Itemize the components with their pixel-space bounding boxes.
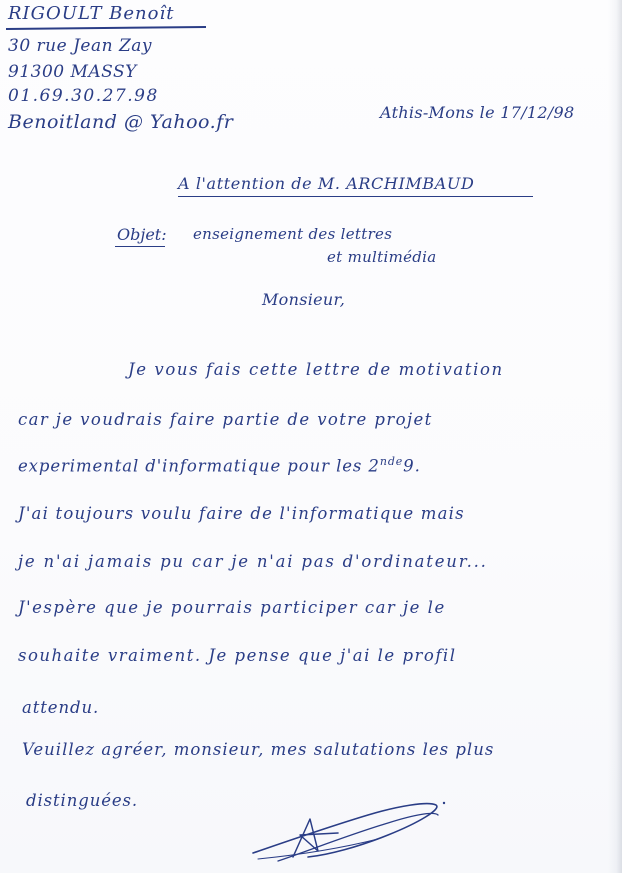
body-line-8: attendu. — [22, 698, 100, 717]
object-label: Objet: — [117, 225, 167, 244]
salutation: Monsieur, — [262, 290, 346, 309]
object-text-line-1: enseignement des lettres — [193, 225, 393, 243]
body-line-3-superscript: nde — [379, 455, 404, 468]
attention-underline — [178, 196, 533, 197]
sender-street: 30 rue Jean Zay — [8, 36, 152, 56]
handwritten-signature — [248, 795, 448, 867]
body-line-9: Veuillez agréer, monsieur, mes salutations les plus — [22, 740, 495, 759]
body-line-1: Je vous fais cette lettre de motivation — [128, 360, 504, 379]
body-line-3-end: 9. — [403, 456, 421, 476]
body-line-7: souhaite vraiment. Je pense que j'ai le profil — [18, 646, 457, 665]
body-line-3 — [18, 456, 421, 475]
sender-phone: 01.69.30.27.98 — [8, 86, 159, 106]
attention-line: A l'attention de M. ARCHIMBAUD — [178, 174, 475, 193]
body-line-2: car je voudrais faire partie de votre projet — [18, 410, 433, 429]
sender-name: RIGOULT Benoît — [8, 3, 175, 24]
sender-city: 91300 MASSY — [8, 62, 137, 82]
sender-email: Benoitland @ Yahoo.fr — [8, 111, 234, 133]
place-and-date: Athis-Mons le 17/12/98 — [380, 103, 575, 122]
body-line-10: distinguées. — [26, 791, 139, 810]
body-line-3-text: experimental d'informatique pour les 2 — [18, 456, 380, 476]
object-text-line-2: et multimédia — [327, 248, 437, 266]
paper-edge-shadow — [608, 0, 622, 873]
sender-name-underline — [6, 26, 206, 30]
body-line-6: J'espère que je pourrais participer car je le — [18, 598, 446, 617]
body-line-5: je n'ai jamais pu car je n'ai pas d'ordinateur... — [18, 552, 488, 571]
object-label-underline — [115, 246, 165, 247]
body-line-4: J'ai toujours voulu faire de l'informatique mais — [18, 504, 465, 523]
